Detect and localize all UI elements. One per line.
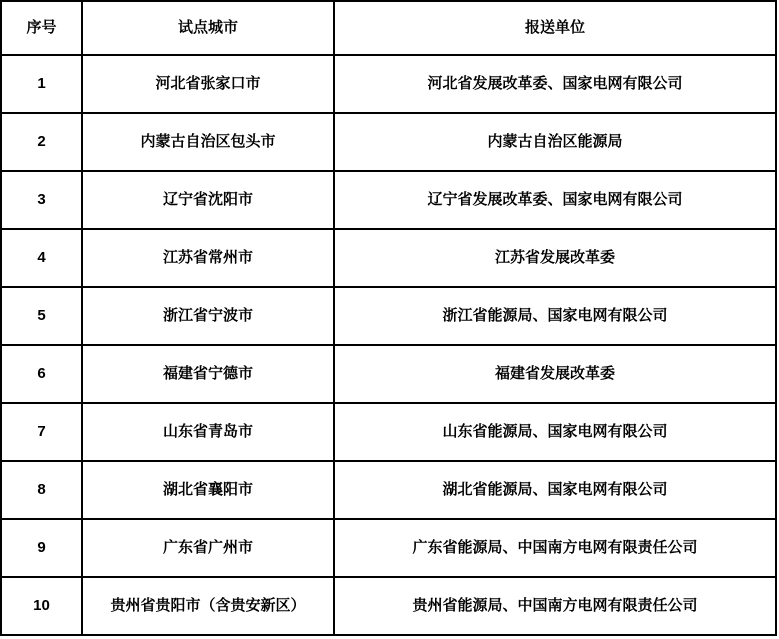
city-cell: 广东省广州市 <box>82 519 334 577</box>
row-number-cell: 5 <box>1 287 82 345</box>
city-cell: 福建省宁德市 <box>82 345 334 403</box>
unit-cell: 浙江省能源局、国家电网有限公司 <box>334 287 776 345</box>
row-number-cell: 8 <box>1 461 82 519</box>
row-number-cell: 7 <box>1 403 82 461</box>
header-cell-no: 序号 <box>1 1 82 55</box>
city-cell: 内蒙古自治区包头市 <box>82 113 334 171</box>
table-body <box>1 55 776 635</box>
table-row <box>1 113 776 171</box>
table-row <box>1 287 776 345</box>
city-cell: 河北省张家口市 <box>82 55 334 113</box>
row-number-cell: 3 <box>1 171 82 229</box>
city-cell: 浙江省宁波市 <box>82 287 334 345</box>
row-number-cell: 10 <box>1 577 82 635</box>
unit-cell: 福建省发展改革委 <box>334 345 776 403</box>
header-cell-city: 试点城市 <box>82 1 334 55</box>
unit-cell: 辽宁省发展改革委、国家电网有限公司 <box>334 171 776 229</box>
unit-cell: 江苏省发展改革委 <box>334 229 776 287</box>
table-row <box>1 519 776 577</box>
city-cell: 江苏省常州市 <box>82 229 334 287</box>
table-row <box>1 461 776 519</box>
unit-cell: 山东省能源局、国家电网有限公司 <box>334 403 776 461</box>
row-number-cell: 4 <box>1 229 82 287</box>
row-number-cell: 6 <box>1 345 82 403</box>
table-row <box>1 345 776 403</box>
row-number-cell: 1 <box>1 55 82 113</box>
unit-cell: 贵州省能源局、中国南方电网有限责任公司 <box>334 577 776 635</box>
table-row <box>1 55 776 113</box>
unit-cell: 河北省发展改革委、国家电网有限公司 <box>334 55 776 113</box>
header-cell-unit: 报送单位 <box>334 1 776 55</box>
table-row <box>1 171 776 229</box>
table-row <box>1 229 776 287</box>
city-cell: 山东省青岛市 <box>82 403 334 461</box>
unit-cell: 广东省能源局、中国南方电网有限责任公司 <box>334 519 776 577</box>
unit-cell: 内蒙古自治区能源局 <box>334 113 776 171</box>
unit-cell: 湖北省能源局、国家电网有限公司 <box>334 461 776 519</box>
city-cell: 湖北省襄阳市 <box>82 461 334 519</box>
city-cell: 辽宁省沈阳市 <box>82 171 334 229</box>
row-number-cell: 2 <box>1 113 82 171</box>
table-row <box>1 403 776 461</box>
table-row <box>1 577 776 635</box>
city-cell: 贵州省贵阳市（含贵安新区） <box>82 577 334 635</box>
table-header <box>1 1 776 55</box>
row-number-cell: 9 <box>1 519 82 577</box>
header-row <box>1 1 776 55</box>
